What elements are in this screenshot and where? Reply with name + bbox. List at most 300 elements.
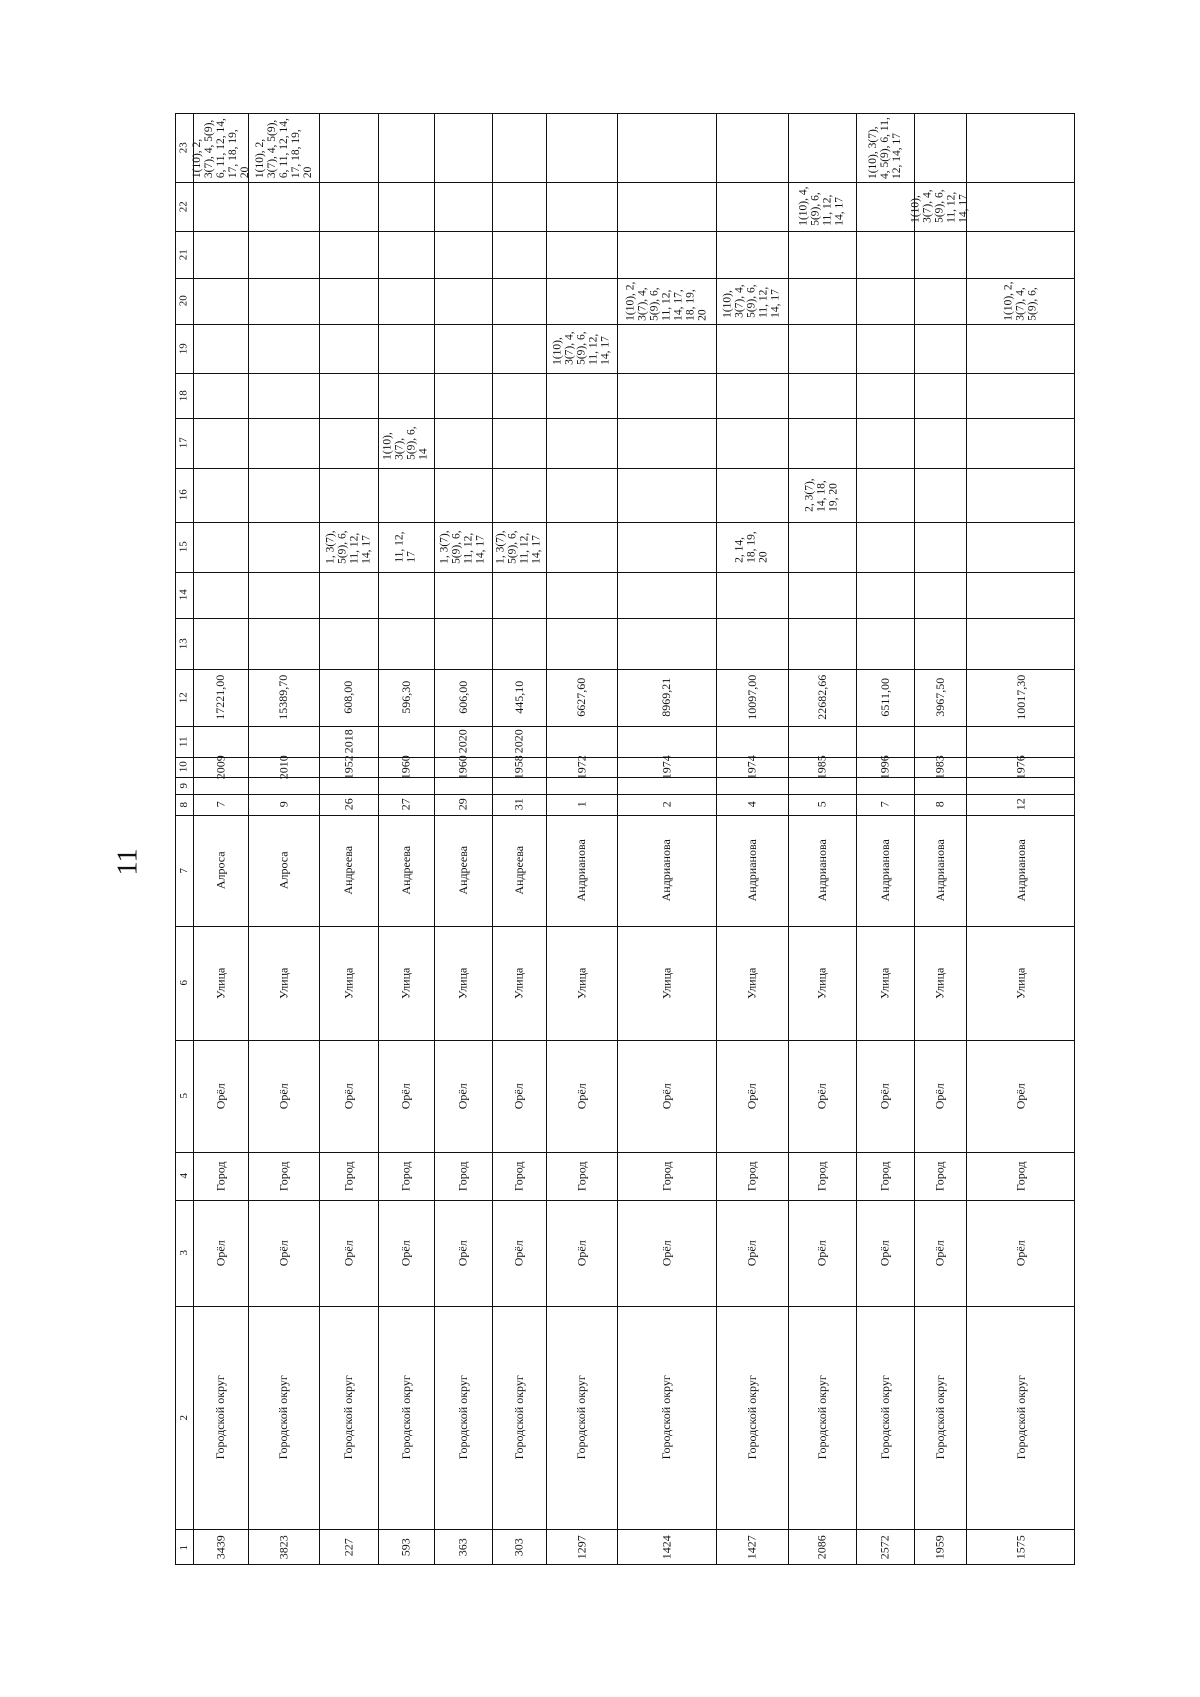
table-cell xyxy=(716,926,788,1040)
table-cell-text: Улица xyxy=(213,967,228,999)
table-cell xyxy=(617,182,716,231)
table-cell xyxy=(434,418,492,468)
page-number xyxy=(113,832,143,892)
table-cell xyxy=(248,373,319,418)
column-header xyxy=(176,1200,193,1306)
column-header-text: 6 xyxy=(177,980,190,986)
table-cell xyxy=(617,794,716,815)
table-cell xyxy=(434,182,492,231)
table-cell xyxy=(788,324,856,373)
table-cell xyxy=(856,1529,914,1566)
table-cell-text: 2020 xyxy=(511,729,526,754)
table-cell-text: 1(10), 2, 3(7), 4, 5(9), 6, 11, 12, 14, 17, 18, 19, 20 xyxy=(253,118,314,178)
table-cell xyxy=(378,1200,434,1306)
table-cell xyxy=(248,278,319,324)
table-cell xyxy=(617,373,716,418)
table-cell xyxy=(492,1529,546,1566)
table-cell xyxy=(378,926,434,1040)
table-cell xyxy=(546,231,617,278)
table-cell-text: 1(10), 3(7), 4, 5(9), 6, 11, 12, 14, 17 xyxy=(866,117,904,179)
table-cell xyxy=(319,618,378,669)
table-cell xyxy=(193,757,248,777)
table-cell xyxy=(617,278,716,324)
table-cell xyxy=(617,572,716,618)
table-cell xyxy=(193,618,248,669)
table-cell xyxy=(193,794,248,815)
table-cell-text: 1960 xyxy=(455,755,470,779)
table-cell-text: 1972 xyxy=(574,755,589,779)
table-cell xyxy=(914,1200,966,1306)
table-cell xyxy=(248,815,319,926)
table-cell-text: Андреева xyxy=(341,846,356,895)
table-cell xyxy=(966,1306,1076,1529)
table-cell xyxy=(966,114,1076,182)
table-cell xyxy=(546,757,617,777)
column-header-text: 18 xyxy=(177,389,190,401)
table-cell-text: 1(10), 4, 5(9), 6, 11, 12, 14, 17 xyxy=(797,186,847,227)
table-cell-text: Город xyxy=(1013,1161,1028,1191)
column-header xyxy=(176,618,193,669)
table-cell xyxy=(966,182,1076,231)
table-cell-text: 1960 xyxy=(398,755,413,779)
table-cell xyxy=(193,726,248,757)
table-cell xyxy=(319,231,378,278)
table-cell xyxy=(788,926,856,1040)
table-cell xyxy=(492,815,546,926)
table-cell xyxy=(914,468,966,522)
table-cell xyxy=(914,618,966,669)
table-cell xyxy=(617,926,716,1040)
table-cell xyxy=(434,1040,492,1152)
table-cell-text: Городской округ xyxy=(744,1375,759,1460)
table-cell xyxy=(617,669,716,726)
table-cell xyxy=(434,1529,492,1566)
table-cell xyxy=(617,1529,716,1566)
column-header-text: 23 xyxy=(177,142,190,154)
table-cell xyxy=(492,1200,546,1306)
table-cell xyxy=(966,1152,1076,1200)
table-cell-text: Улица xyxy=(276,967,291,999)
table-cell xyxy=(856,373,914,418)
table-cell xyxy=(193,324,248,373)
table-cell-text: Город xyxy=(398,1161,413,1191)
table-cell xyxy=(319,114,378,182)
table-cell xyxy=(378,324,434,373)
table-cell xyxy=(378,815,434,926)
table-cell xyxy=(378,1152,434,1200)
column-header xyxy=(176,777,193,794)
table-cell xyxy=(319,1200,378,1306)
table-cell-text: Орёл xyxy=(511,1240,526,1266)
table-cell xyxy=(966,1200,1076,1306)
table-cell-text: 2010 xyxy=(276,755,291,779)
table-cell xyxy=(193,278,248,324)
column-header-text: 9 xyxy=(177,782,190,789)
table-cell xyxy=(788,114,856,182)
table-cell xyxy=(248,324,319,373)
table-cell xyxy=(914,1306,966,1529)
table-cell xyxy=(716,373,788,418)
table-cell xyxy=(319,669,378,726)
table-cell xyxy=(434,777,492,794)
table-cell-text: 4 xyxy=(744,801,759,808)
table-cell xyxy=(492,926,546,1040)
table-cell-text: Орёл xyxy=(1013,1083,1028,1109)
table-cell-text: 1(10), 2, 3(7), 4, 5(9), 6, 11, 12, 14, 17, 18, 19, 20 xyxy=(624,281,709,321)
table-cell xyxy=(193,468,248,522)
table-cell-text: 1(10), 3(7), 4, 5(9), 6, 11, 12, 14, 17 xyxy=(909,189,971,224)
table-cell xyxy=(914,757,966,777)
table-cell-text: 8 xyxy=(932,801,947,808)
table-cell xyxy=(966,726,1076,757)
table-cell-text: Орёл xyxy=(455,1240,470,1266)
column-header-text: 7 xyxy=(177,867,190,874)
table-cell-text: Городской округ xyxy=(398,1375,413,1460)
table-cell xyxy=(856,324,914,373)
table-cell-text: Улица xyxy=(932,967,947,999)
table-cell xyxy=(492,1152,546,1200)
table-cell xyxy=(434,522,492,572)
table-cell-text: Андрианова xyxy=(744,839,759,902)
table-cell xyxy=(856,757,914,777)
table-cell xyxy=(856,618,914,669)
table-cell-text: 2009 xyxy=(213,755,228,779)
table-cell xyxy=(914,278,966,324)
table-cell xyxy=(434,114,492,182)
column-header xyxy=(176,418,193,468)
table-cell-text: Город xyxy=(455,1161,470,1191)
column-header xyxy=(176,182,193,231)
table-cell xyxy=(378,1529,434,1566)
table-cell xyxy=(378,114,434,182)
column-header-text: 12 xyxy=(177,691,190,703)
table-cell xyxy=(378,726,434,757)
table-cell xyxy=(914,373,966,418)
table-cell xyxy=(788,1529,856,1566)
table-cell-text: 593 xyxy=(398,1538,413,1557)
table-cell xyxy=(546,815,617,926)
table-cell xyxy=(617,777,716,794)
table-cell-text: 1575 xyxy=(1013,1535,1028,1560)
column-header xyxy=(176,278,193,324)
table-cell-text: Орёл xyxy=(659,1240,674,1266)
table-cell xyxy=(914,418,966,468)
table-cell-text: 1996 xyxy=(877,755,892,779)
table-cell-text: Андреева xyxy=(511,846,526,895)
table-cell-text: 3967,50 xyxy=(932,678,947,717)
table-cell xyxy=(248,1152,319,1200)
table-cell-text: Андрианова xyxy=(877,839,892,902)
column-header xyxy=(176,572,193,618)
table-cell xyxy=(788,1200,856,1306)
table-cell-text: Городской округ xyxy=(511,1375,526,1460)
table-cell-text: Орёл xyxy=(814,1083,829,1109)
table-cell xyxy=(914,231,966,278)
table-cell xyxy=(788,572,856,618)
column-header xyxy=(176,1306,193,1529)
table-cell-text: Город xyxy=(574,1161,589,1191)
table-cell-text: Андреева xyxy=(455,846,470,895)
table-cell xyxy=(788,669,856,726)
table-cell xyxy=(546,1200,617,1306)
table-cell xyxy=(856,1152,914,1200)
table-cell xyxy=(788,231,856,278)
table-cell xyxy=(492,777,546,794)
table-cell-text: Городской округ xyxy=(877,1375,892,1460)
table-cell-text: Городской округ xyxy=(932,1375,947,1460)
table-cell-text: 17221,00 xyxy=(213,675,228,720)
table-cell-text: Городской округ xyxy=(814,1375,829,1460)
table-cell xyxy=(193,1040,248,1152)
table-cell xyxy=(546,114,617,182)
column-header-text: 4 xyxy=(177,1173,190,1179)
table-cell xyxy=(788,522,856,572)
table-cell-text: 1, 3(7), 5(9), 6, 11, 12, 14, 17 xyxy=(438,530,488,564)
table-cell-text: Орёл xyxy=(213,1083,228,1109)
table-cell xyxy=(248,1529,319,1566)
table-cell xyxy=(914,926,966,1040)
table-cell xyxy=(378,373,434,418)
table-cell xyxy=(617,618,716,669)
table-cell-text: Улица xyxy=(574,967,589,999)
table-cell xyxy=(856,231,914,278)
table-cell xyxy=(434,572,492,618)
table-cell xyxy=(193,373,248,418)
table-cell xyxy=(546,278,617,324)
table-cell-text: Город xyxy=(659,1161,674,1191)
table-cell-text: 2, 14, 18, 19, 20 xyxy=(733,531,771,563)
table-cell-text: 31 xyxy=(511,798,526,811)
table-cell xyxy=(248,1040,319,1152)
table-cell xyxy=(248,114,319,182)
table-cell xyxy=(617,815,716,926)
table-cell xyxy=(378,1040,434,1152)
table-cell-text: Городской округ xyxy=(455,1375,470,1460)
table-cell xyxy=(378,278,434,324)
table-cell-text: Орёл xyxy=(213,1240,228,1266)
table-cell-text: 10097,00 xyxy=(744,675,759,720)
table-cell-text: Орёл xyxy=(744,1083,759,1109)
table-cell xyxy=(716,726,788,757)
table-cell-text: Орёл xyxy=(659,1083,674,1109)
table-cell-text: Улица xyxy=(341,967,356,999)
table-cell xyxy=(434,324,492,373)
table-cell xyxy=(966,1040,1076,1152)
table-cell xyxy=(193,1529,248,1566)
table-cell xyxy=(378,182,434,231)
table-cell-text: Городской округ xyxy=(659,1375,674,1460)
table-cell-text: Алроса xyxy=(276,851,291,890)
table-cell-text: Орёл xyxy=(398,1083,413,1109)
table-cell-text: 8969,21 xyxy=(659,678,674,717)
table-cell xyxy=(248,757,319,777)
table-cell xyxy=(856,794,914,815)
column-header-text: 11 xyxy=(177,736,190,747)
table-cell xyxy=(492,278,546,324)
table-cell xyxy=(319,1529,378,1566)
table-cell xyxy=(788,373,856,418)
table-cell xyxy=(788,618,856,669)
table-cell-text: Улица xyxy=(744,967,759,999)
table-cell xyxy=(716,1529,788,1566)
table-cell xyxy=(434,1152,492,1200)
table-cell-text: Улица xyxy=(659,967,674,999)
table-cell xyxy=(492,726,546,757)
table-cell-text: Орёл xyxy=(511,1083,526,1109)
table-cell-text: 29 xyxy=(455,798,470,811)
table-cell xyxy=(788,1152,856,1200)
table-cell-text: Орёл xyxy=(276,1240,291,1266)
table-cell xyxy=(856,114,914,182)
table-cell xyxy=(193,777,248,794)
table-cell xyxy=(434,373,492,418)
table-cell xyxy=(319,182,378,231)
table-cell-text: 1(10), 3(7), 4, 5(9), 6, 11, 12, 14, 17 xyxy=(721,284,783,318)
table-cell xyxy=(716,669,788,726)
table-cell xyxy=(319,1152,378,1200)
table-cell xyxy=(716,418,788,468)
table-cell xyxy=(617,1152,716,1200)
column-header-text: 14 xyxy=(177,589,190,601)
table-cell-text: Город xyxy=(341,1161,356,1191)
table-cell-text: Алроса xyxy=(213,851,228,890)
table-cell-text: 608,00 xyxy=(341,681,356,714)
table-cell xyxy=(546,1152,617,1200)
table-cell xyxy=(856,278,914,324)
column-header xyxy=(176,815,193,926)
table-cell-text: Город xyxy=(213,1161,228,1191)
table-cell xyxy=(546,777,617,794)
table-cell xyxy=(248,572,319,618)
table-cell-text: 6627,60 xyxy=(574,678,589,717)
table-cell-text: 445,10 xyxy=(511,681,526,714)
table-cell xyxy=(966,794,1076,815)
column-header xyxy=(176,522,193,572)
table-cell xyxy=(378,777,434,794)
table-cell xyxy=(193,1200,248,1306)
table-cell xyxy=(193,926,248,1040)
table-cell-text: Андрианова xyxy=(932,839,947,902)
table-cell-text: Городской округ xyxy=(574,1375,589,1460)
table-cell xyxy=(319,926,378,1040)
table-cell-text: Андреева xyxy=(398,846,413,895)
table-cell-text: 12 xyxy=(1013,798,1028,811)
table-cell-text: 22682,66 xyxy=(814,675,829,720)
table-cell xyxy=(716,324,788,373)
table-cell-text: 1 xyxy=(574,801,589,808)
column-header-text: 19 xyxy=(177,342,190,354)
table-cell xyxy=(966,468,1076,522)
table-cell xyxy=(914,777,966,794)
column-header xyxy=(176,669,193,726)
table-cell-text: Орёл xyxy=(455,1083,470,1109)
table-cell xyxy=(914,114,966,182)
table-cell-text: Андрианова xyxy=(574,839,589,902)
table-cell xyxy=(434,794,492,815)
table-cell xyxy=(378,1306,434,1529)
table-cell-text: 1297 xyxy=(574,1535,589,1560)
table-cell xyxy=(716,815,788,926)
table-cell xyxy=(378,757,434,777)
table-cell-text: Орёл xyxy=(341,1083,356,1109)
table-cell xyxy=(378,418,434,468)
table-cell-text: Улица xyxy=(814,967,829,999)
table-cell xyxy=(546,468,617,522)
table-cell xyxy=(434,926,492,1040)
table-cell xyxy=(856,522,914,572)
table-cell xyxy=(193,1306,248,1529)
table-cell-text: 227 xyxy=(341,1538,356,1557)
table-cell-text: 15389,70 xyxy=(276,675,291,720)
table-cell xyxy=(856,468,914,522)
column-header xyxy=(176,794,193,815)
table-cell xyxy=(716,182,788,231)
table-cell-text: 11, 12, 17 xyxy=(393,531,418,563)
table-cell xyxy=(434,1306,492,1529)
table-cell xyxy=(319,726,378,757)
table-cell xyxy=(966,373,1076,418)
table-cell xyxy=(856,1306,914,1529)
table-cell xyxy=(966,324,1076,373)
table-cell xyxy=(966,572,1076,618)
table-cell-text: Улица xyxy=(511,967,526,999)
table-cell-text: 1(10), 2, 3(7), 4, 5(9), 6, 11, 12, 14, 17, 18, 19, 20 xyxy=(190,118,251,178)
table-cell xyxy=(248,418,319,468)
table-cell-text: 2, 3(7), 14, 18, 19, 20 xyxy=(803,478,841,512)
table-cell xyxy=(856,726,914,757)
table-cell-text: 303 xyxy=(511,1538,526,1557)
data-table xyxy=(175,113,1075,1565)
table-cell xyxy=(319,757,378,777)
table-cell xyxy=(966,231,1076,278)
table-cell xyxy=(248,777,319,794)
table-cell xyxy=(617,231,716,278)
table-cell xyxy=(546,926,617,1040)
table-cell xyxy=(319,278,378,324)
table-cell xyxy=(788,278,856,324)
column-header-text: 20 xyxy=(177,295,190,307)
table-cell xyxy=(914,324,966,373)
table-cell-text: Андрианова xyxy=(659,839,674,902)
table-cell xyxy=(546,324,617,373)
column-header-text: 13 xyxy=(177,637,190,649)
table-cell xyxy=(617,757,716,777)
table-cell xyxy=(378,468,434,522)
table-cell xyxy=(378,618,434,669)
column-header xyxy=(176,1040,193,1152)
column-header xyxy=(176,1152,193,1200)
table-cell xyxy=(319,1306,378,1529)
table-cell xyxy=(190,114,251,182)
table-cell xyxy=(546,794,617,815)
table-cell xyxy=(546,726,617,757)
column-header xyxy=(176,726,193,757)
column-header-text: 22 xyxy=(177,200,190,212)
table-cell xyxy=(319,522,378,572)
table-cell-text: 1952 xyxy=(341,755,356,779)
table-cell-text: Орёл xyxy=(814,1240,829,1266)
table-cell xyxy=(248,726,319,757)
table-cell-text: 2018 xyxy=(341,729,356,754)
table-cell xyxy=(248,522,319,572)
column-header-text: 16 xyxy=(177,489,190,501)
table-cell-text: 1985 xyxy=(814,755,829,779)
table-cell xyxy=(716,468,788,522)
table-cell xyxy=(788,1306,856,1529)
table-cell xyxy=(492,114,546,182)
column-header-text: 15 xyxy=(177,541,190,553)
table-cell xyxy=(716,794,788,815)
